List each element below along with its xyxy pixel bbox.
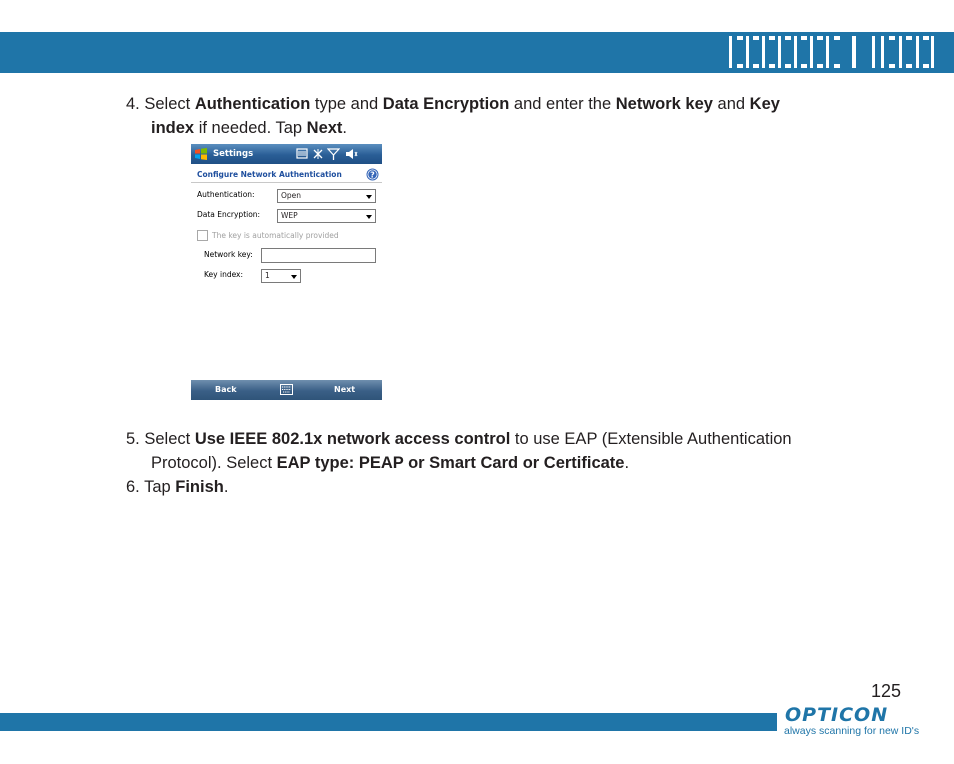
signal-icon[interactable] (327, 147, 340, 161)
windows-start-icon[interactable] (194, 147, 208, 161)
step-6: 6. Tap Finish. (126, 478, 229, 496)
authentication-dropdown[interactable]: Open (277, 189, 376, 203)
svg-text:OPTICON: OPTICON (785, 704, 889, 725)
term-key: Key (749, 95, 780, 113)
device-screenshot (191, 144, 382, 400)
step-5: 5. Select Use IEEE 802.1x network access control to use EAP (Extensible Authentication Protocol). Select EAP type: PEAP or Smart Card or Certificate. (126, 430, 792, 472)
auto-key-label: The key is automatically provided (212, 231, 339, 240)
network-status-icon[interactable] (296, 147, 309, 161)
volume-icon[interactable] (345, 147, 358, 161)
svg-text:?: ? (370, 170, 375, 180)
term-eap-type: EAP type: PEAP or Smart Card or Certificate (276, 454, 625, 472)
chevron-down-icon (366, 195, 372, 199)
connectivity-icon[interactable] (312, 147, 325, 161)
network-key-input[interactable] (261, 248, 376, 263)
step-number: 6. (126, 478, 140, 496)
term-finish: Finish (175, 478, 224, 496)
encryption-dropdown[interactable]: WEP (277, 209, 376, 223)
back-softkey[interactable]: Back (215, 385, 237, 394)
next-softkey[interactable]: Next (334, 385, 356, 394)
term-index: index (151, 119, 195, 137)
device-title-bar (191, 144, 382, 164)
keyboard-icon[interactable] (280, 384, 293, 395)
step-4: 4. Select Authentication type and Data Encryption and enter the Network key and Key index if needed. Tap Next. (126, 95, 780, 137)
term-next: Next (306, 119, 343, 137)
term-authentication: Authentication (194, 95, 311, 113)
term-ieee-8021x: Use IEEE 802.1x network access control (194, 430, 511, 448)
step-number: 5. (126, 430, 140, 448)
chevron-down-icon (366, 215, 372, 219)
authentication-label: Authentication: (197, 190, 255, 199)
device-page-header: Configure Network Authentication (197, 170, 342, 179)
network-key-label: Network key: (204, 250, 253, 259)
encryption-label: Data Encryption: (197, 210, 261, 219)
page-number: 125 (871, 681, 902, 701)
term-data-encryption: Data Encryption (382, 95, 510, 113)
key-index-dropdown[interactable]: 1 (261, 269, 301, 283)
footer-band (0, 713, 777, 731)
term-network-key: Network key (615, 95, 713, 113)
tagline: always scanning for new ID's (784, 725, 920, 737)
key-index-label: Key index: (204, 270, 244, 279)
auto-key-checkbox[interactable] (197, 230, 208, 241)
help-icon[interactable] (366, 168, 379, 181)
barcode-icon (726, 34, 936, 70)
softkey-bar (191, 380, 382, 400)
device-title: Settings (213, 149, 254, 159)
divider (191, 182, 382, 183)
chevron-down-icon (291, 275, 297, 279)
opticon-logo (784, 703, 930, 725)
step-number: 4. (126, 95, 140, 113)
